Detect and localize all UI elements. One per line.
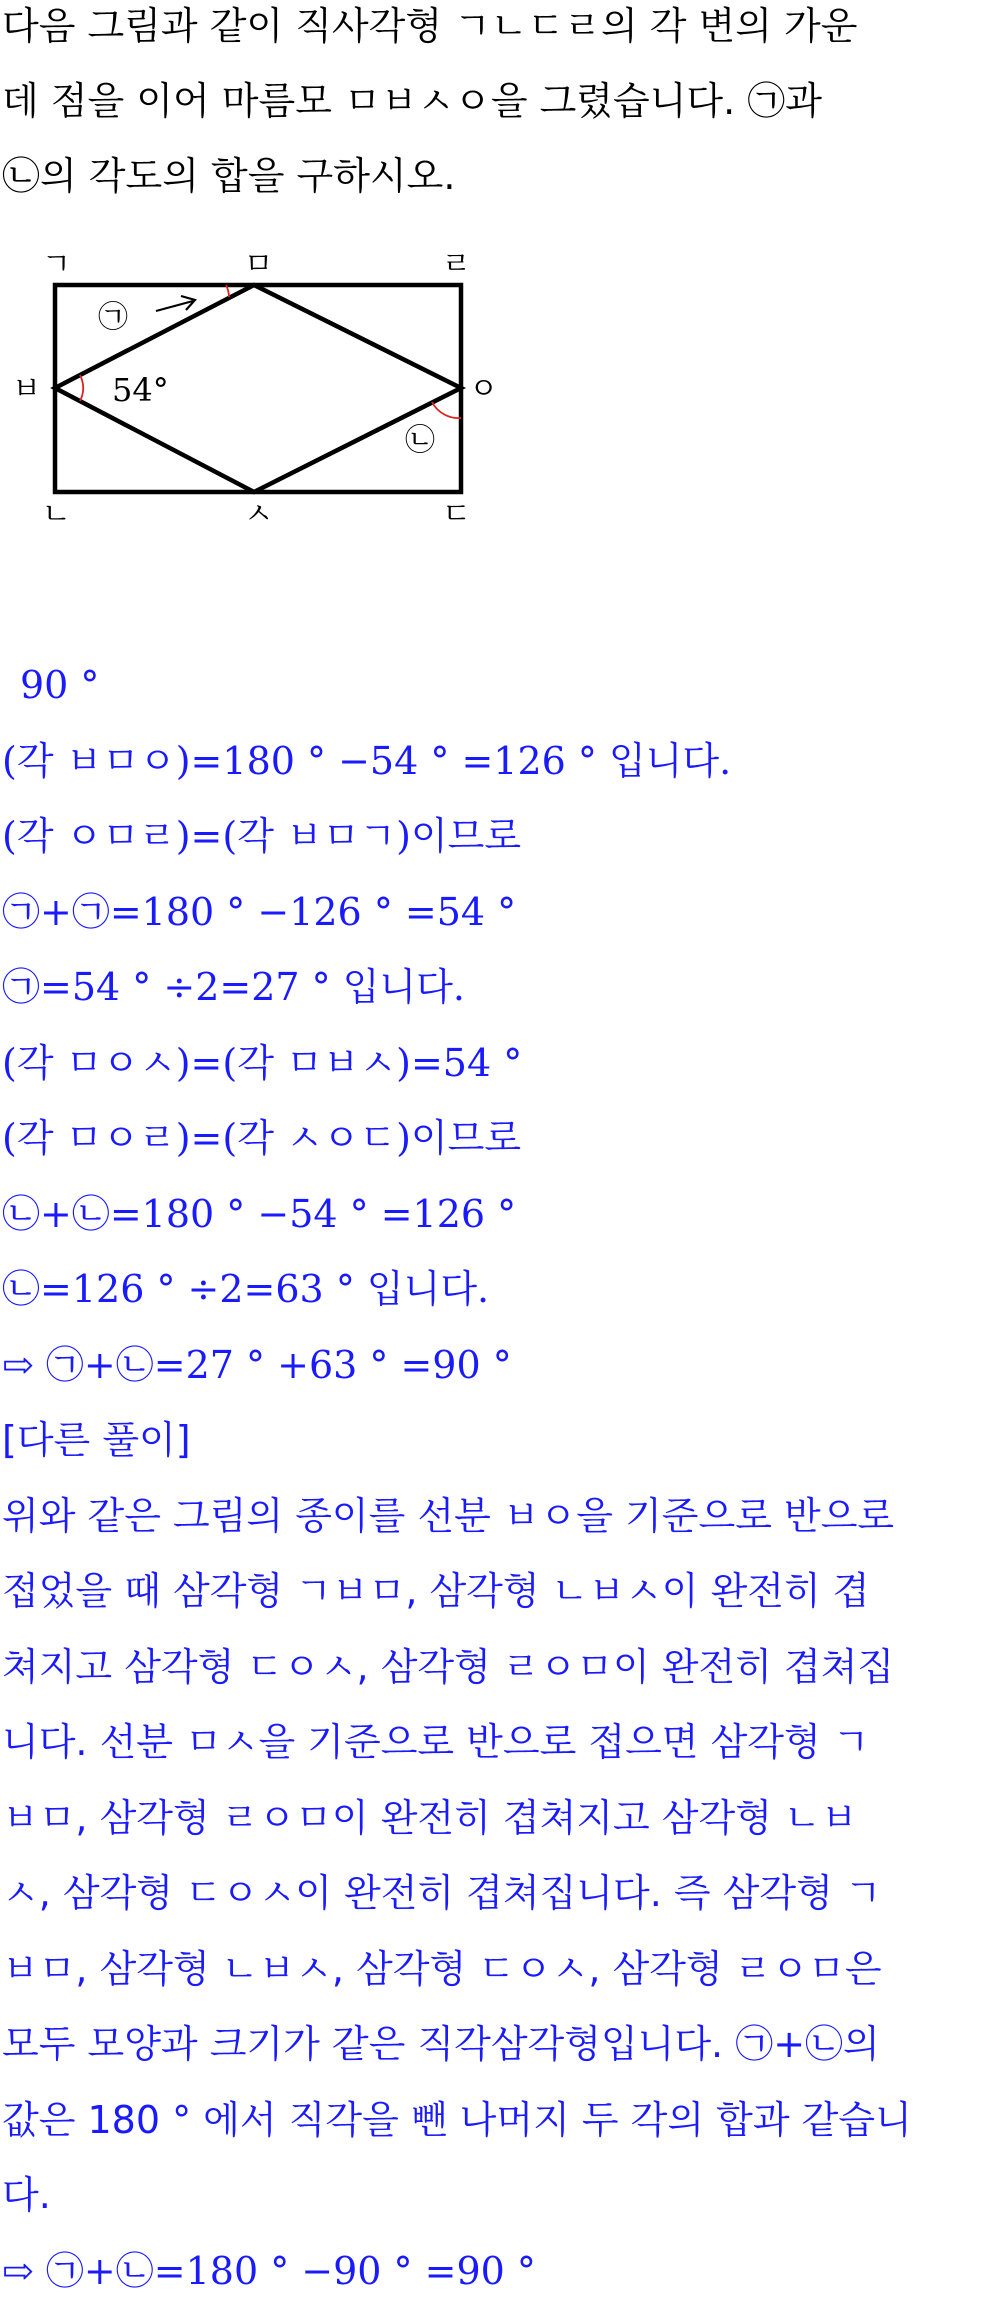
question-line: 데 점을 이어 마름모 ㅁㅂㅅㅇ을 그렸습니다. ㉠과 xyxy=(2,75,987,150)
angle-value-label: 54° xyxy=(112,371,169,409)
angle-arc-b xyxy=(432,402,461,418)
vertex-label-top-left: ㄱ xyxy=(42,247,71,282)
solution-line: ⇨ ㉠+㉡=27 ° +63 ° =90 ° xyxy=(2,1335,987,1411)
solution-line: 니다. 선분 ㅁㅅ을 기준으로 반으로 접으면 삼각형 ㄱ xyxy=(2,1712,987,1788)
final-answer: 90 ° xyxy=(2,655,987,731)
vertex-label-right-mid: ㅇ xyxy=(469,372,498,407)
question-text xyxy=(2,0,987,225)
solution-line: 다. xyxy=(2,2165,987,2241)
solution-line: (각 ㅂㅁㅇ)=180 ° −54 ° =126 ° 입니다. xyxy=(2,731,987,807)
vertex-label-bottom-right: ㄷ xyxy=(442,497,471,532)
solution-line: ㅂㅁ, 삼각형 ㄹㅇㅁ이 완전히 겹쳐지고 삼각형 ㄴㅂ xyxy=(2,1788,987,1864)
question-line: 다음 그림과 같이 직사각형 ㄱㄴㄷㄹ의 각 변의 가운 xyxy=(2,0,987,75)
angle-label-b: ㉡ xyxy=(405,423,435,458)
rhombus-in-rectangle-figure xyxy=(0,238,560,548)
solution-line: 위와 같은 그림의 종이를 선분 ㅂㅇ을 기준으로 반으로 xyxy=(2,1486,987,1562)
solution-line: (각 ㅁㅇㄹ)=(각 ㅅㅇㄷ)이므로 xyxy=(2,1108,987,1184)
solution-line: 쳐지고 삼각형 ㄷㅇㅅ, 삼각형 ㄹㅇㅁ이 완전히 겹쳐집 xyxy=(2,1637,987,1713)
vertex-label-bottom-left: ㄴ xyxy=(42,497,71,532)
vertex-label-bottom-mid: ㅅ xyxy=(244,497,273,532)
solution-line: ㉠+㉠=180 ° −126 ° =54 ° xyxy=(2,882,987,958)
pointer-arrow xyxy=(156,296,195,311)
answer-section xyxy=(2,655,987,2316)
solution-line: ㉡=126 ° ÷2=63 ° 입니다. xyxy=(2,1259,987,1335)
solution-line: ㅅ, 삼각형 ㄷㅇㅅ이 완전히 겹쳐집니다. 즉 삼각형 ㄱ xyxy=(2,1863,987,1939)
solution-line: ⇨ ㉠+㉡=180 ° −90 ° =90 ° xyxy=(2,2241,987,2316)
solution-line: (각 ㅇㅁㄹ)=(각 ㅂㅁㄱ)이므로 xyxy=(2,806,987,882)
question-line: ㉡의 각도의 합을 구하시오. xyxy=(2,150,987,225)
solution-line: 접었을 때 삼각형 ㄱㅂㅁ, 삼각형 ㄴㅂㅅ이 완전히 겹 xyxy=(2,1561,987,1637)
solution-line: 값은 180 ° 에서 직각을 뺀 나머지 두 각의 합과 같습니 xyxy=(2,2090,987,2166)
vertex-label-left-mid: ㅂ xyxy=(12,372,41,407)
alternate-solution-heading: [다른 풀이] xyxy=(2,1410,987,1486)
solution-line: (각 ㅁㅇㅅ)=(각 ㅁㅂㅅ)=54 ° xyxy=(2,1033,987,1109)
solution-line: 모두 모양과 크기가 같은 직각삼각형입니다. ㉠+㉡의 xyxy=(2,2014,987,2090)
angle-label-a: ㉠ xyxy=(98,300,128,335)
angle-arc-54 xyxy=(80,375,83,401)
solution-line: ㅂㅁ, 삼각형 ㄴㅂㅅ, 삼각형 ㄷㅇㅅ, 삼각형 ㄹㅇㅁ은 xyxy=(2,1939,987,2015)
solution-line: ㉠=54 ° ÷2=27 ° 입니다. xyxy=(2,957,987,1033)
vertex-label-top-mid: ㅁ xyxy=(244,247,273,282)
vertex-label-top-right: ㄹ xyxy=(442,247,471,282)
solution-line: ㉡+㉡=180 ° −54 ° =126 ° xyxy=(2,1184,987,1260)
